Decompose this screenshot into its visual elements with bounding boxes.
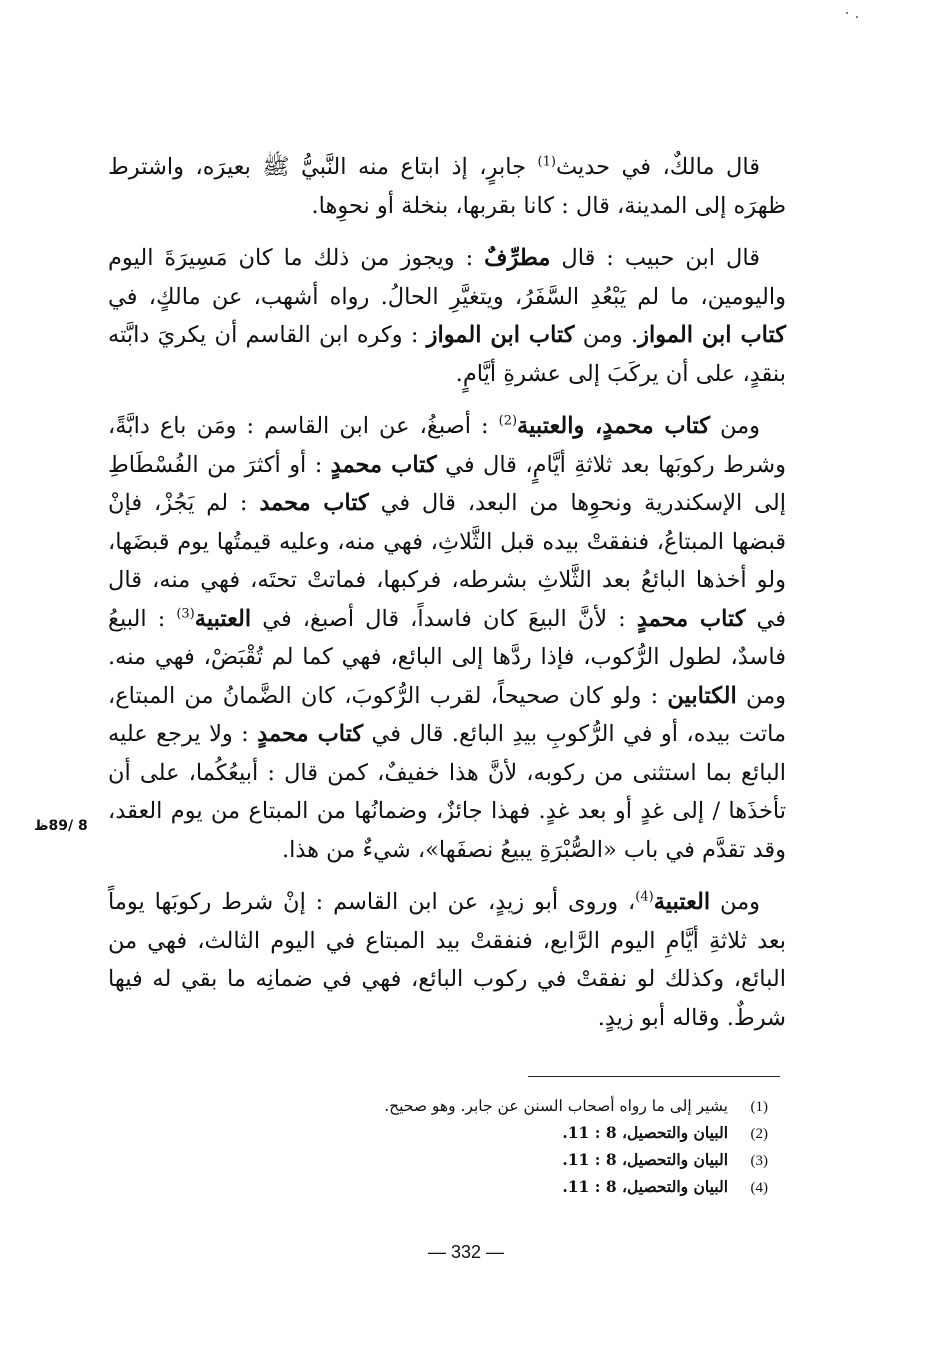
text-run: : أصبغُ، عن ابن القاسم : ومَن باع دابَّةً، وشرط ركوبَها بعد ثلاثةِ أيَّامٍ، قال في bbox=[108, 413, 787, 478]
text-run: ، وروى أبو زيدٍ، عن ابن القاسم : إنْ شرط ركوبَها يوماً بعد ثلاثةِ أيَّامِ اليوم الرَّابع، فنفقتْ بيد المبتاع في اليوم الثالث، فهي من البائع، وكذلك لو نفقتْ في ركوب البائع، فهي في ضمانِه ما بقي له فيها شرطٌ. وقاله أبو زيدٍ. bbox=[108, 889, 786, 1031]
footnote-number: (3) bbox=[750, 1153, 768, 1169]
text-run: : وكره ابن القاسم أن يكريَ دابَّته بنقدٍ، على أن يركَبَ إلى عشرةِ أيَّامٍ. bbox=[108, 322, 786, 387]
footnote-marker: (1) bbox=[537, 154, 556, 170]
footnote-text: البيان والتحصيل، 8 : 11. bbox=[562, 1123, 728, 1142]
footnote-number: (4) bbox=[750, 1180, 768, 1196]
text-run: : البيعُ فاسدٌ، لطول الرُّكوب، فإذا ردَّها إلى البائع، فهي كما لم تُقْبَضْ، فهي منه. ومن bbox=[108, 605, 786, 709]
paragraph-p3 bbox=[108, 407, 786, 869]
scan-specks bbox=[844, 4, 864, 24]
page-number: — 332 — bbox=[427, 1242, 505, 1262]
text-run: : ولو كان صحيحاً، لقرب الرُّكوبَ، كان الضَّمانُ من المبتاع، ماتت بيده، أو في الرُّكوبِ بيدِ البائع. قال في bbox=[108, 682, 786, 747]
footnote-item bbox=[208, 1093, 768, 1120]
main-text bbox=[108, 148, 786, 1037]
footnote-marker: (2) bbox=[498, 413, 518, 429]
text-run: قال ابن حبيب : قال bbox=[550, 245, 761, 271]
text-run: ومن bbox=[709, 413, 760, 439]
bold-reference: مطرِّفٌ bbox=[484, 245, 551, 271]
text-run: قال مالكٌ، في حديث bbox=[555, 154, 760, 180]
footnote-text: البيان والتحصيل، 8 : 11. bbox=[562, 1150, 728, 1169]
bold-reference: كتاب ابن المواز bbox=[426, 322, 575, 348]
bold-reference: كتاب ابن المواز bbox=[638, 322, 786, 348]
footnote-item bbox=[208, 1174, 768, 1201]
bold-reference: كتاب محمدٍ، والعتبية bbox=[517, 413, 710, 439]
text-run: جابرٍ، إذ ابتاع منه النَّبيُّ ﷺ بعيرَه، واشترط ظهرَه إلى المدينة، قال : كانا بقربها، بنخلة أو نحوِها. bbox=[108, 154, 786, 219]
text-run: . ومن bbox=[574, 322, 639, 348]
manuscript-folio-reference: 8 /89ظ bbox=[34, 818, 88, 834]
bold-reference: العتبية bbox=[653, 889, 711, 915]
footnote-item bbox=[208, 1147, 768, 1174]
footnote-item bbox=[208, 1120, 768, 1147]
text-run: : لم يَجُزْ، فإنْ قبضها المبتاعُ، فنفقتْ بيده قبل الثَّلاثِ، فهي منه، وعليه قيمتُها يوم قبضَها، ولو أخذها البائعُ بعد الثَّلاثِ بشرطه، فركبها، فماتتْ تحتَه، فهي منه، قال في bbox=[108, 490, 786, 632]
text-run: : أو أكثرَ من الفُسْطَاطِ إلى الإسكندرية ونحوِها من البعد، قال في bbox=[108, 451, 786, 516]
text-run: : لأنَّ البيعَ كان فاسداً، قال أصبغ، في bbox=[251, 605, 637, 632]
footnote-text: البيان والتحصيل، 8 : 11. bbox=[562, 1177, 728, 1196]
bold-reference: كتاب محمدٍ bbox=[330, 451, 437, 478]
bold-reference: العتبية bbox=[194, 605, 252, 632]
footnote-marker: (3) bbox=[176, 606, 195, 621]
bold-reference: كتاب محمدٍ bbox=[636, 605, 746, 632]
text-run: : ويجوز من ذلك ما كان مَسِيرَةَ اليوم واليومين، ما لم يَبْعُدِ السَّفَرُ، ويتغيَّرِ الحالُ. رواه أشهب، عن مالكٍ، في bbox=[108, 245, 786, 310]
footnote-number: (2) bbox=[750, 1126, 768, 1142]
bold-reference: الكتابين bbox=[667, 682, 737, 709]
bold-reference: كتاب محمد bbox=[259, 490, 369, 516]
footnote-separator bbox=[528, 1076, 780, 1077]
footnote-number: (1) bbox=[750, 1099, 768, 1115]
paragraph-p1 bbox=[108, 148, 786, 225]
footnotes bbox=[208, 1093, 768, 1201]
text-run: : ولا يرجع عليه البائع بما استثنى من ركوبه، لأنَّ هذا خفيفٌ، كمن قال : أبيعُكُما، على أن تأخذَها / إلى غدٍ أو بعد غدٍ. فهذا جائزٌ، وضمانُها من المبتاع من يوم العقد، وقد تقدَّم في باب «الصُّبْرَةِ يبيعُ نصفَها»، شيءٌ من هذا. bbox=[108, 721, 786, 863]
footnote-marker: (4) bbox=[635, 889, 654, 905]
paragraph-p4 bbox=[108, 883, 786, 1037]
paragraph-p2 bbox=[108, 239, 786, 393]
text-run: ومن bbox=[710, 889, 760, 915]
footnote-text: يشير إلى ما رواه أصحاب السنن عن جابر. وهو صحيح. bbox=[384, 1097, 728, 1115]
bold-reference: كتاب محمدٍ bbox=[257, 721, 364, 747]
